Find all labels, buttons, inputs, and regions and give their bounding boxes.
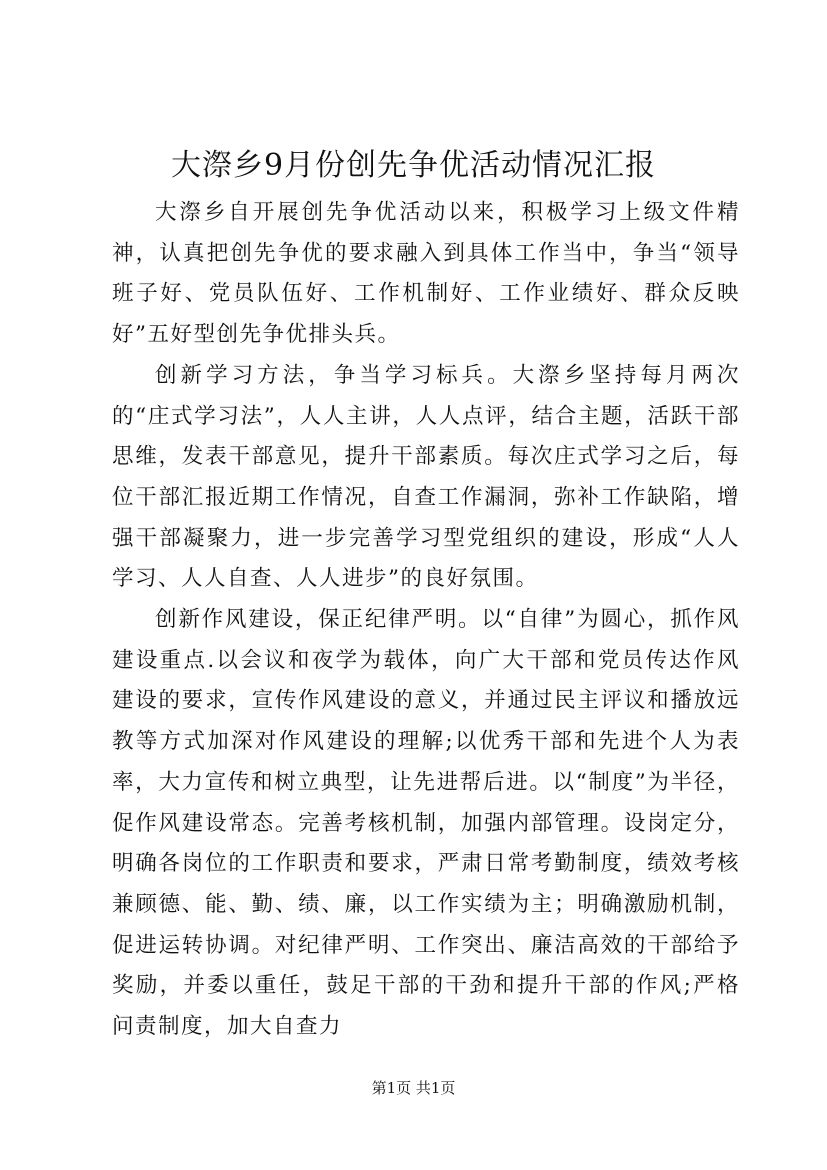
paragraph-study: 创新学习方法，争当学习标兵。大漈乡坚持每月两次的“庄式学习法”，人人主讲，人人点评，结合主题，活跃干部思维，发表干部意见，提升干部素质。每次庄式学习之后，每位干部汇报近期工作情况，自查工作漏洞，弥补工作缺陷，增强干部凝聚力，进一步完善学习型党组织的建设，形成“人人学习、人人自查、人人进步”的良好氛围。 bbox=[112, 362, 740, 592]
paragraph-intro: 大漈乡自开展创先争优活动以来，积极学习上级文件精神，认真把创先争优的要求融入到具体工作当中，争当“领导班子好、党员队伍好、工作机制好、工作业绩好、群众反映好”五好型创先争优排头兵。 bbox=[112, 200, 740, 348]
paragraph-style: 创新作风建设，保正纪律严明。以“自律”为圆心，抓作风建设重点.以会议和夜学为载体，向广大干部和党员传达作风建设的要求，宣传作风建设的意义，并通过民主评议和播放远教等方式加深对作风建设的理解;以优秀干部和先进个人为表率，大力宣传和树立典型，让先进帮后进。以“制度”为半径，促作风建设常态。完善考核机制，加强内部管理。设岗定分，明确各岗位的工作职责和要求，严肃日常考勤制度，绩效考核兼顾德、能、勤、绩、廉，以工作实绩为主；明确激励机制，促进运转协调。对纪律严明、工作突出、廉洁高效的干部给予奖励，并委以重任，鼓足干部的干劲和提升干部的作风;严格问责制度，加大自查力 bbox=[112, 607, 740, 1040]
document-title: 大漈乡9月份创先争优活动情况汇报 bbox=[170, 148, 657, 183]
document-body bbox=[112, 193, 740, 1048]
page-footer: 第1页 共1页 bbox=[371, 1079, 456, 1097]
